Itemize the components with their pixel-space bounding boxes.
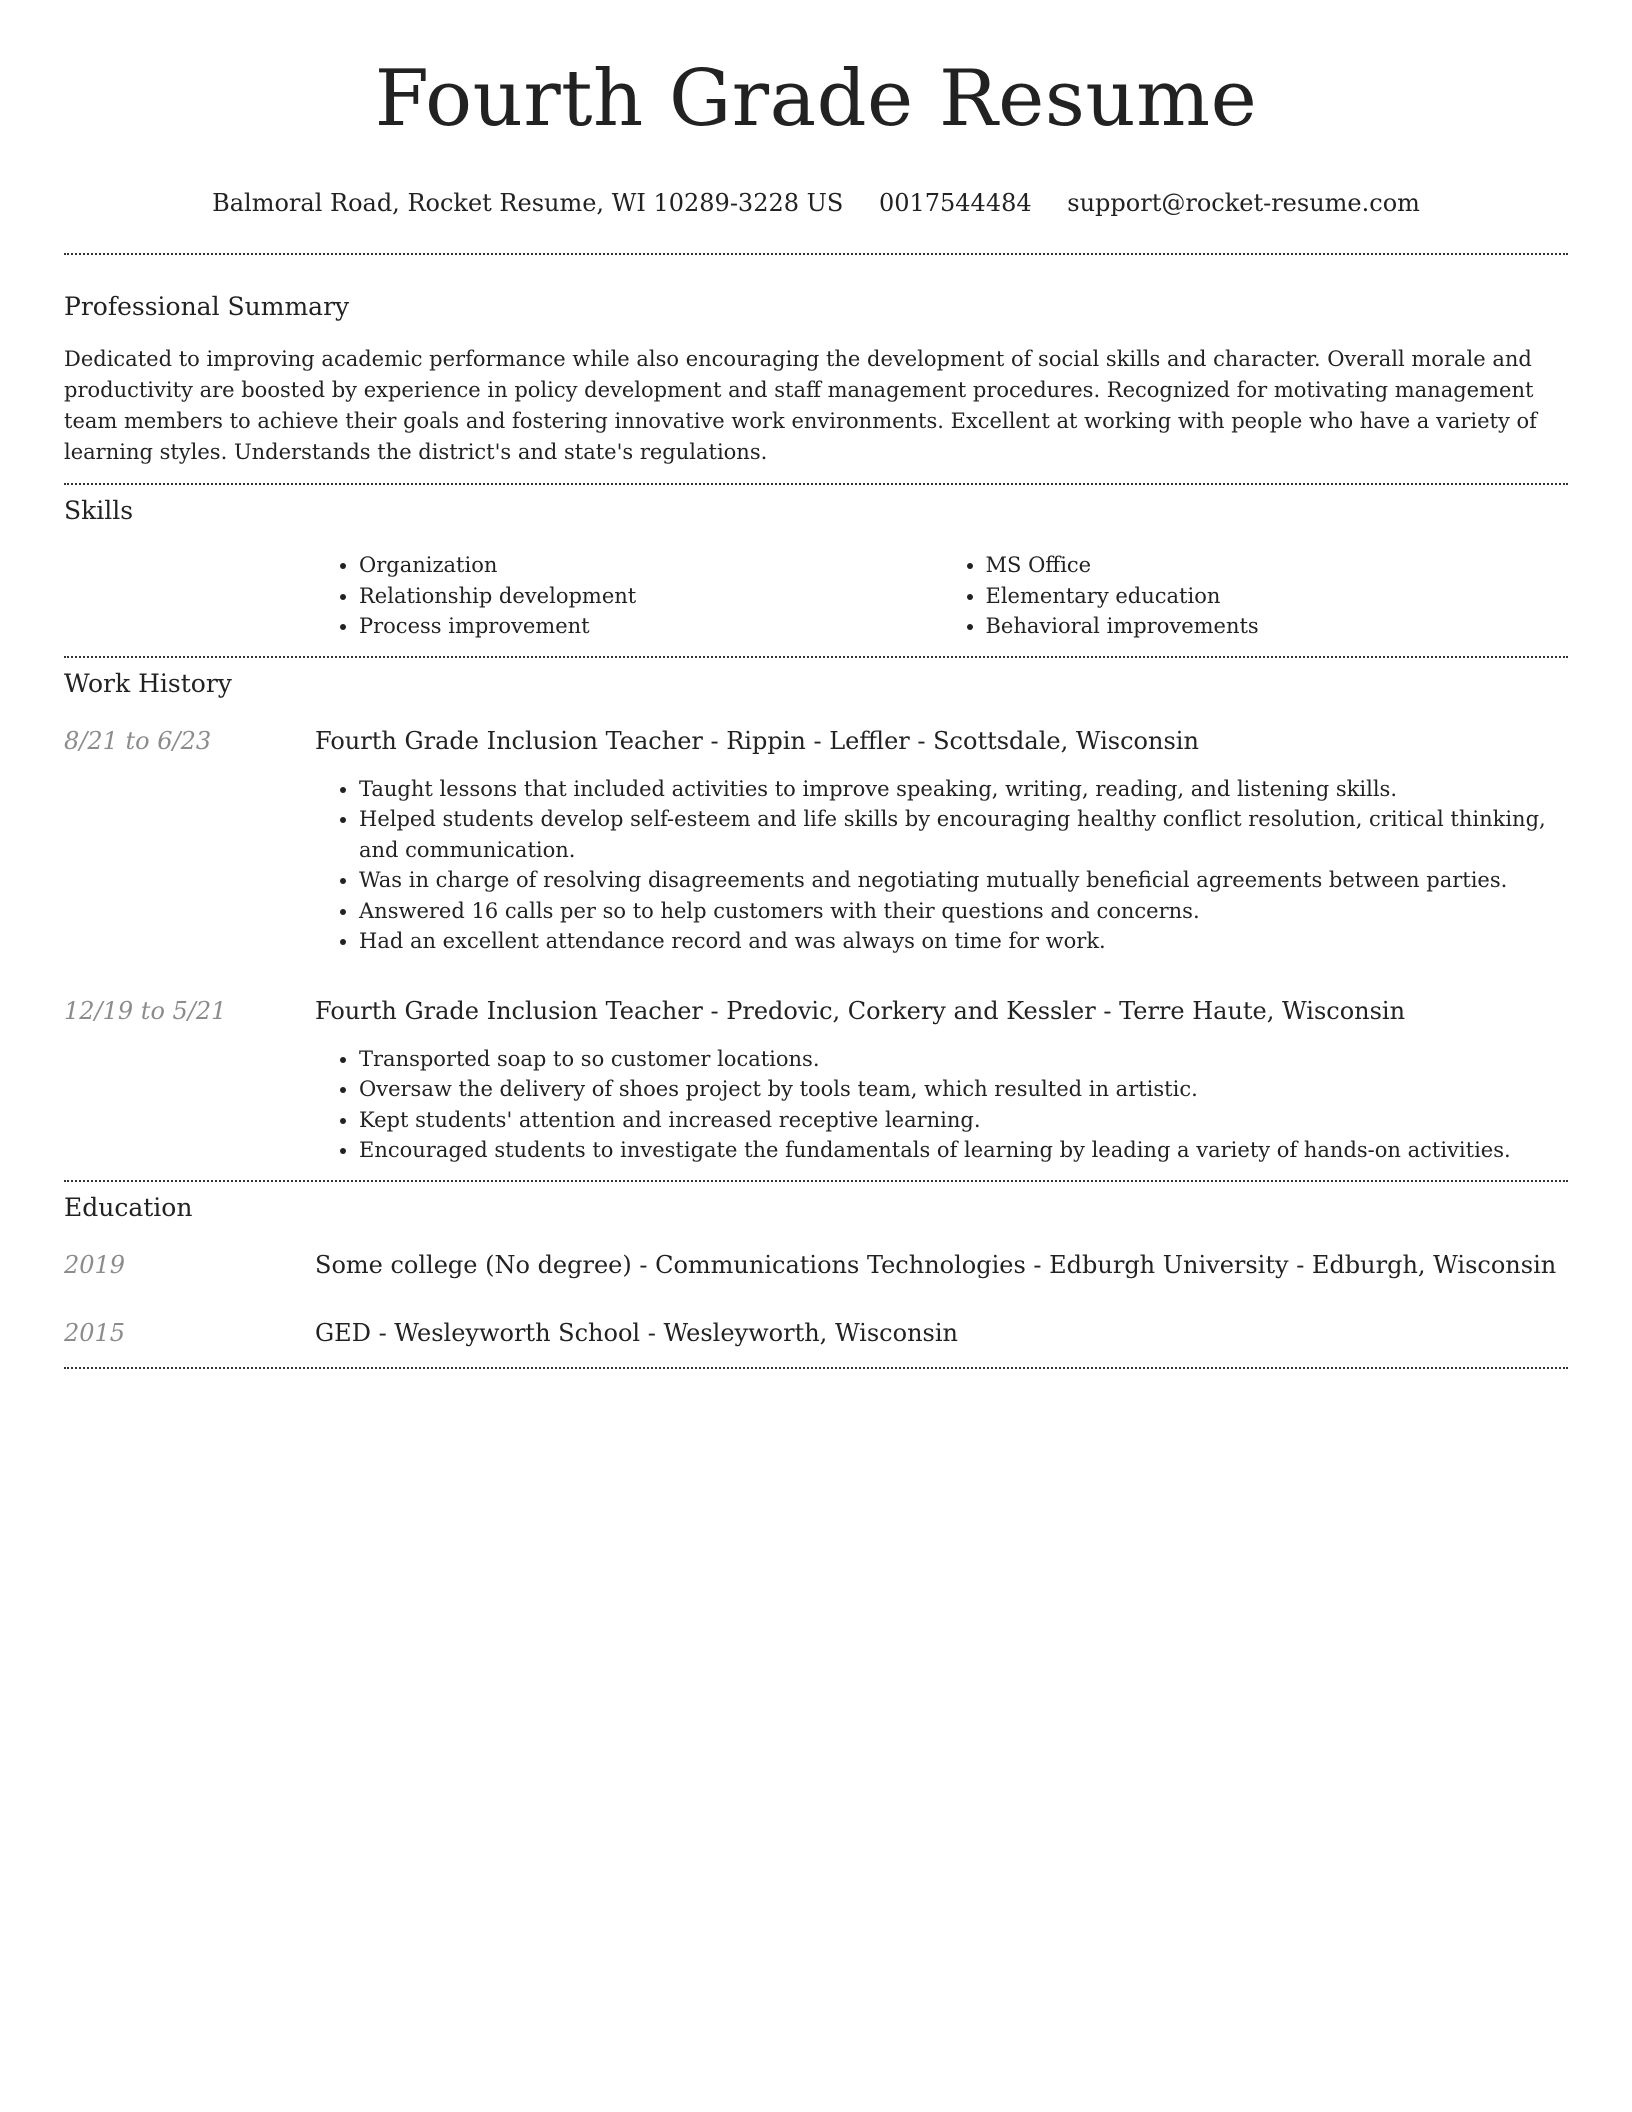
- skill-item: • Elementary education: [986, 581, 1569, 612]
- skill-item: • Relationship development: [359, 581, 942, 612]
- contact-line: [64, 188, 1568, 218]
- contact-address: Balmoral Road, Rocket Resume, WI 10289-3228 US: [212, 189, 844, 217]
- job-bullet: • Answered 16 calls per so to help customers with their questions and concerns.: [359, 896, 1568, 927]
- education-section: [64, 1182, 1568, 1348]
- job-bullets: [315, 774, 1568, 957]
- skill-item: • Organization: [359, 550, 942, 581]
- job-bullet: • Transported soap to so customer locations.: [359, 1044, 1568, 1075]
- job-bullet: • Helped students develop self-esteem and life skills by encouraging healthy conflict resolution, critical thinking, and communication.: [359, 804, 1568, 865]
- job-bullet: • Encouraged students to investigate the fundamentals of learning by leading a variety of hands-on activities.: [359, 1135, 1568, 1166]
- education-heading: GED - Wesleyworth School - Wesleyworth, Wisconsin: [315, 1318, 958, 1347]
- job-dates: 8/21 to 6/23: [64, 726, 212, 755]
- job-bullets: [315, 1044, 1568, 1166]
- job-heading: Fourth Grade Inclusion Teacher - Predovic, Corkery and Kessler - Terre Haute, Wisconsin: [315, 996, 1406, 1025]
- skill-item: • MS Office: [986, 550, 1569, 581]
- skills-columns: [315, 550, 1568, 642]
- skills-list-left: [315, 550, 942, 642]
- summary-text: Dedicated to improving academic performance while also encouraging the development of social skills and character. Overall morale and productivity are boosted by experience in policy development and staff management procedures. Recognized for motivating management team members to achieve their goals and fostering innovative work environments. Excellent at working with people who have a variety of learning styles. Understands the district's and state's regulations.: [64, 347, 1537, 464]
- skill-item: • Behavioral improvements: [986, 611, 1569, 642]
- work-history-section: [64, 658, 1568, 1166]
- education-year: 2019: [64, 1250, 126, 1279]
- section-title-skills: Skills: [64, 496, 134, 525]
- job-entry: [64, 996, 1568, 1166]
- education-heading: Some college (No degree) - Communications Technologies - Edburgh University - Edburgh, Wisconsin: [315, 1250, 1557, 1279]
- contact-email: support@rocket-resume.com: [1067, 189, 1420, 217]
- skill-item: • Process improvement: [359, 611, 942, 642]
- job-bullet: • Was in charge of resolving disagreements and negotiating mutually beneficial agreements between parties.: [359, 865, 1568, 896]
- summary-section: [64, 255, 1568, 468]
- resume-title: Fourth Grade Resume: [374, 54, 1258, 144]
- skills-list-right: [942, 550, 1569, 642]
- education-entry: [64, 1318, 1568, 1348]
- job-bullet: • Oversaw the delivery of shoes project by tools team, which resulted in artistic.: [359, 1074, 1568, 1105]
- job-entry: [64, 726, 1568, 957]
- education-entry: [64, 1250, 1568, 1280]
- resume-page: [64, 0, 1568, 1369]
- section-title-summary: Professional Summary: [64, 292, 350, 321]
- job-dates: 12/19 to 5/21: [64, 996, 227, 1025]
- section-title-work-history: Work History: [64, 668, 232, 698]
- contact-phone: 0017544484: [878, 189, 1032, 217]
- job-header: [64, 726, 1568, 756]
- job-heading: Fourth Grade Inclusion Teacher - Rippin - Leffler - Scottsdale, Wisconsin: [315, 726, 1199, 755]
- divider: [64, 1367, 1568, 1369]
- job-bullet: • Had an excellent attendance record and was always on time for work.: [359, 926, 1568, 957]
- education-year: 2015: [64, 1318, 126, 1347]
- section-title-education: Education: [64, 1192, 193, 1222]
- job-bullet: • Kept students' attention and increased receptive learning.: [359, 1105, 1568, 1136]
- skills-section: [64, 485, 1568, 642]
- job-bullet: • Taught lessons that included activities to improve speaking, writing, reading, and listening skills.: [359, 774, 1568, 805]
- job-header: [64, 996, 1568, 1026]
